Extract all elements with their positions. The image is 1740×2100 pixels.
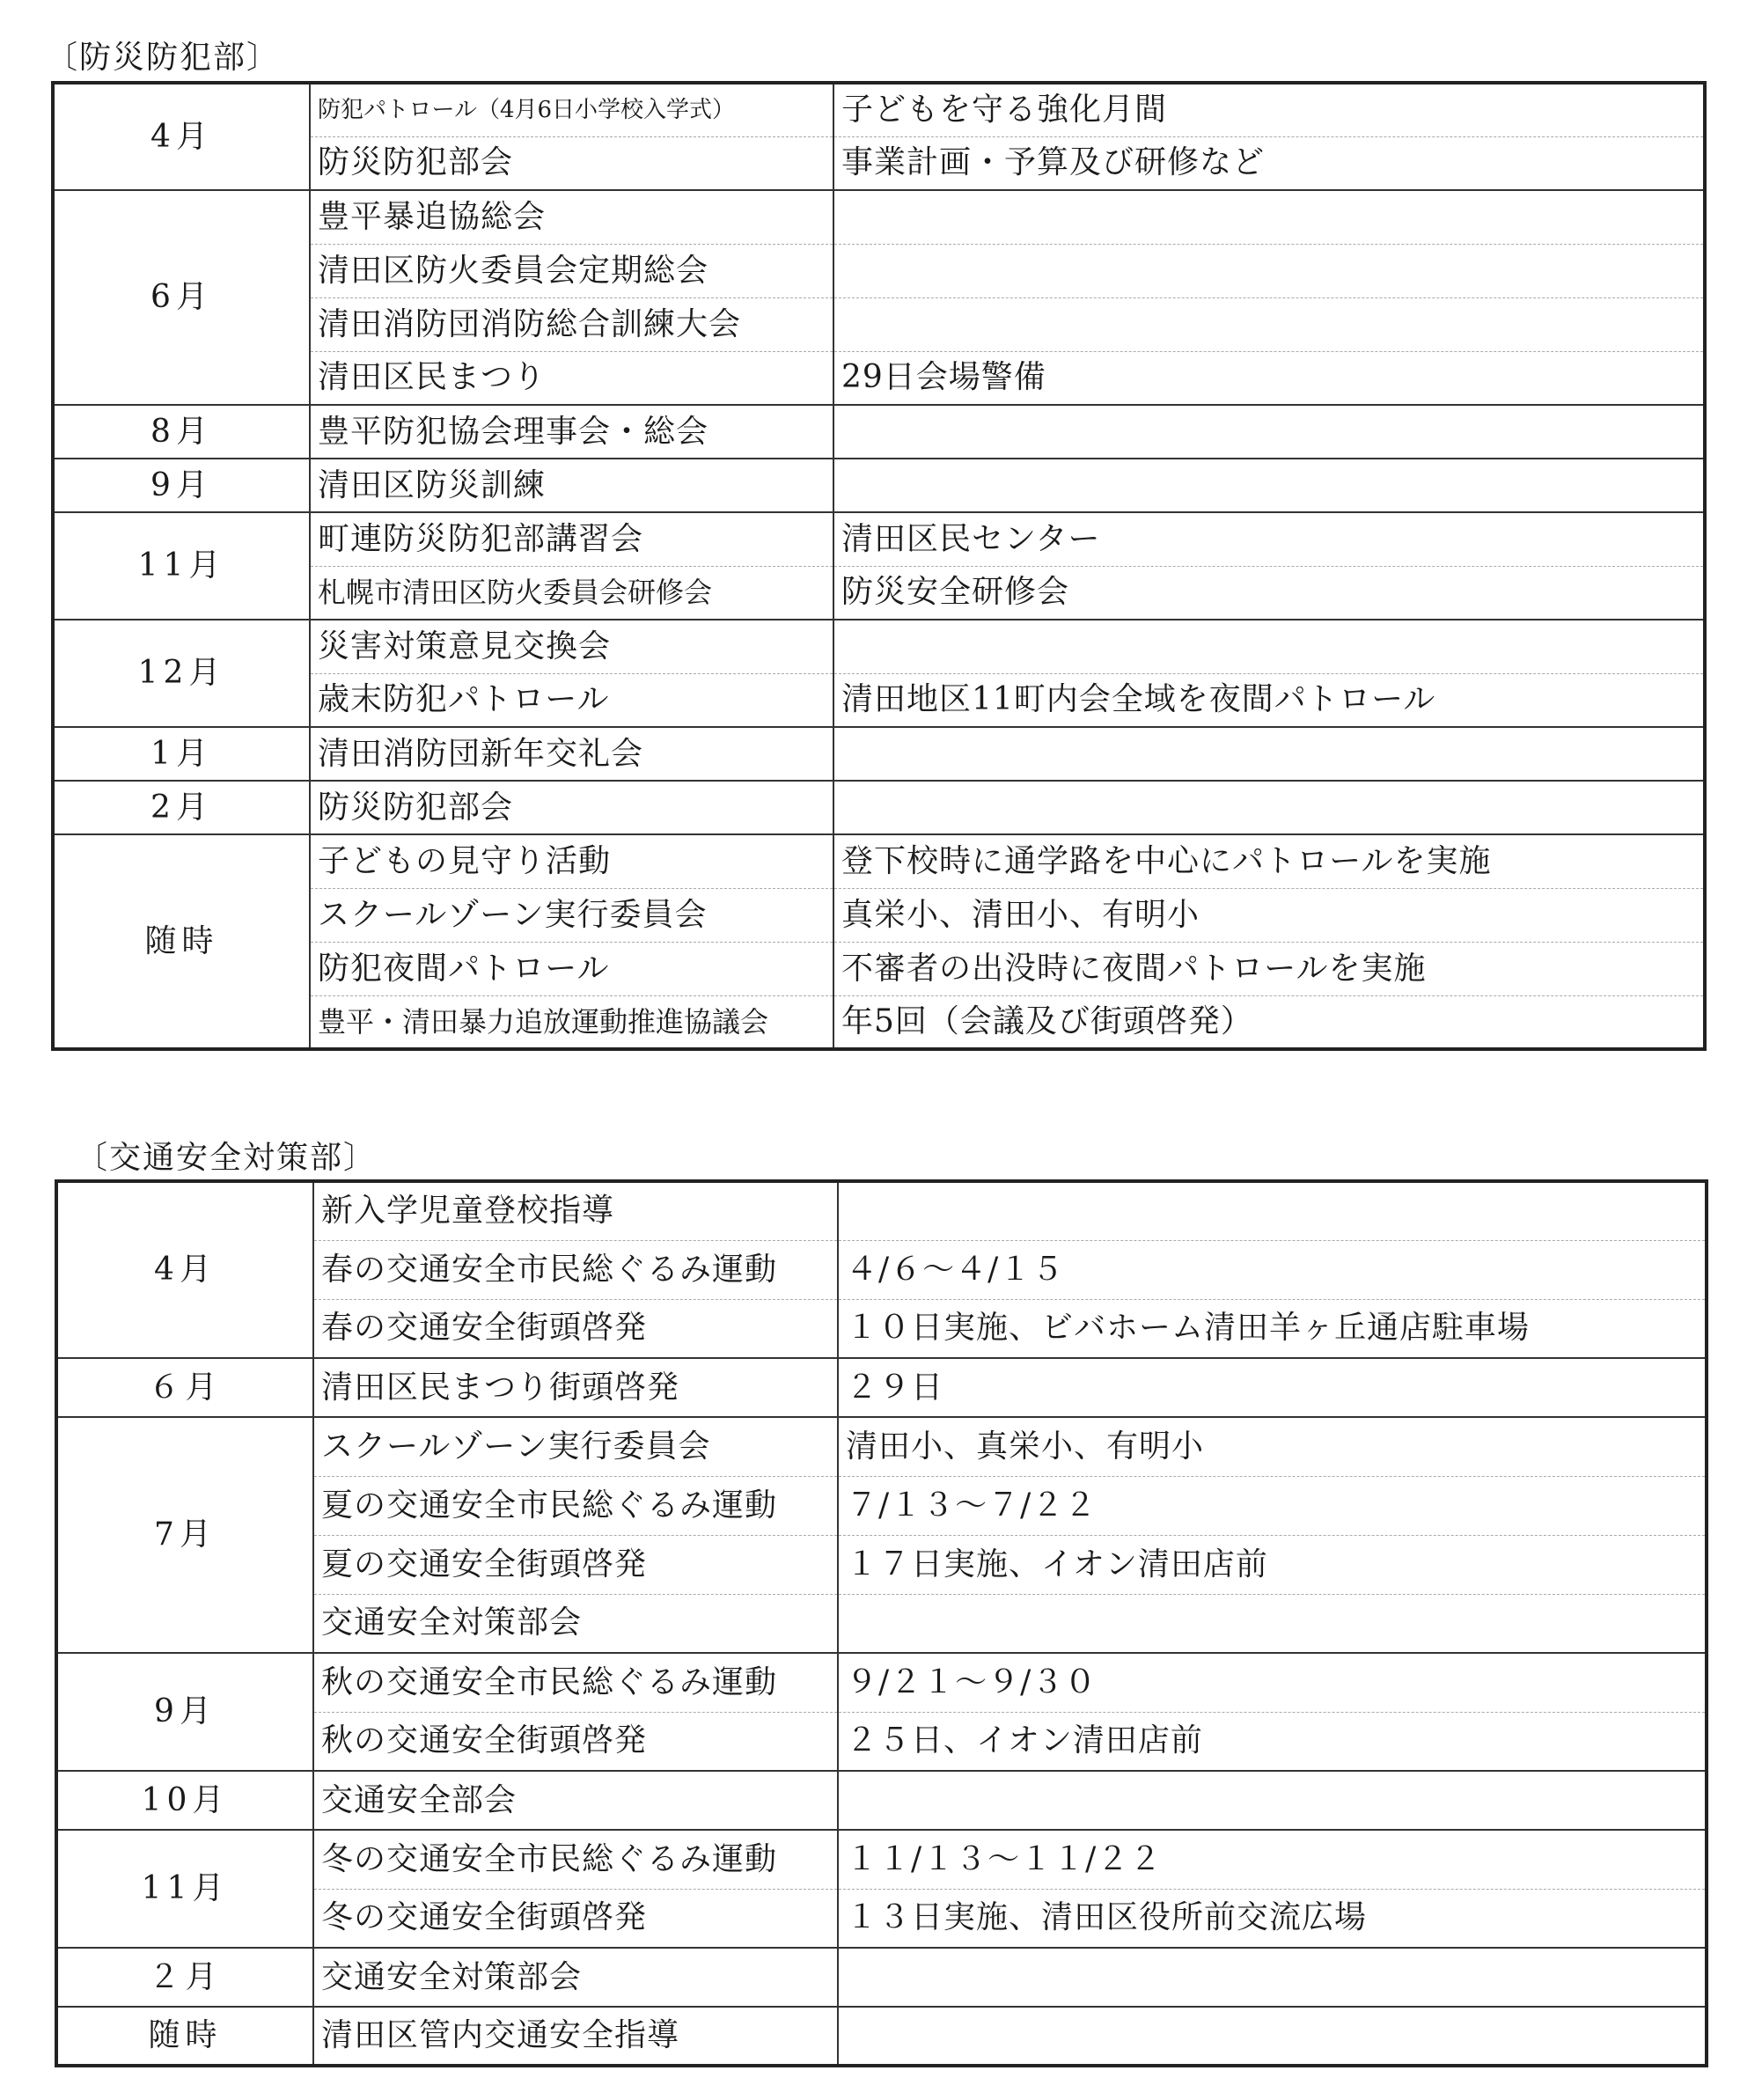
note-cell <box>833 781 1705 834</box>
note-cell <box>838 1181 1707 1240</box>
note-cell: 清田区民センター <box>833 512 1705 566</box>
note-cell <box>833 297 1705 351</box>
event-cell: 防犯パトロール（4月6日小学校入学式） <box>310 83 833 136</box>
event-cell: 秋の交通安全街頭啓発 <box>313 1712 838 1771</box>
event-cell: 防災防犯部会 <box>310 781 833 834</box>
table-row <box>56 1771 1707 1830</box>
month-cell: 9月 <box>56 1653 313 1771</box>
event-cell: 清田消防団消防総合訓練大会 <box>310 297 833 351</box>
note-cell: ９/２１～９/３０ <box>838 1653 1707 1712</box>
note-cell: １３日実施、清田区役所前交流広場 <box>838 1889 1707 1948</box>
event-cell: 歳末防犯パトロール <box>310 673 833 727</box>
event-cell: 冬の交通安全市民総ぐるみ運動 <box>313 1830 838 1889</box>
month-cell: 10月 <box>56 1771 313 1830</box>
event-cell: 交通安全対策部会 <box>313 1948 838 2007</box>
event-cell: 札幌市清田区防火委員会研修会 <box>310 566 833 620</box>
table-row <box>56 1358 1707 1417</box>
month-cell: 随時 <box>56 2007 313 2066</box>
note-cell: 防災安全研修会 <box>833 566 1705 620</box>
note-cell: １１/１３～１１/２２ <box>838 1830 1707 1889</box>
table-row <box>53 459 1705 512</box>
note-cell: 登下校時に通学路を中心にパトロールを実施 <box>833 834 1705 888</box>
event-cell: 春の交通安全市民総ぐるみ運動 <box>313 1240 838 1299</box>
table-row <box>53 83 1705 136</box>
note-cell: 29日会場警備 <box>833 351 1705 405</box>
table-row <box>56 1948 1707 2007</box>
event-cell: 防災防犯部会 <box>310 136 833 190</box>
month-cell: 随時 <box>53 834 310 1049</box>
month-cell: ２月 <box>56 1948 313 2007</box>
event-cell: 清田消防団新年交礼会 <box>310 727 833 781</box>
schedule-table-koutsu <box>55 1179 1708 2067</box>
event-cell: スクールゾーン実行委員会 <box>313 1417 838 1476</box>
note-cell <box>833 727 1705 781</box>
table-row <box>53 834 1705 888</box>
event-cell: 豊平防犯協会理事会・総会 <box>310 405 833 459</box>
schedule-body <box>53 83 1705 1049</box>
event-cell: 豊平・清田暴力追放運動推進協議会 <box>310 995 833 1049</box>
event-cell: 交通安全部会 <box>313 1771 838 1830</box>
event-cell: 子どもの見守り活動 <box>310 834 833 888</box>
month-cell: 4月 <box>56 1181 313 1358</box>
note-cell: ４/６～４/１５ <box>838 1240 1707 1299</box>
table-row <box>56 1417 1707 1476</box>
schedule-body <box>56 1181 1707 2066</box>
table-row <box>53 512 1705 566</box>
note-cell: 不審者の出没時に夜間パトロールを実施 <box>833 942 1705 995</box>
note-cell <box>833 620 1705 673</box>
event-cell: 交通安全対策部会 <box>313 1594 838 1653</box>
table-row <box>56 1181 1707 1240</box>
month-cell: 6月 <box>53 190 310 405</box>
note-cell: ７/１３～７/２２ <box>838 1476 1707 1535</box>
table-row <box>56 2007 1707 2066</box>
event-cell: 町連防災防犯部講習会 <box>310 512 833 566</box>
month-cell: 8月 <box>53 405 310 459</box>
table-row <box>53 781 1705 834</box>
note-cell: 年5回（会議及び街頭啓発） <box>833 995 1705 1049</box>
event-cell: スクールゾーン実行委員会 <box>310 888 833 942</box>
note-cell <box>838 1948 1707 2007</box>
schedule-table-bousai <box>51 81 1707 1051</box>
event-cell: 清田区管内交通安全指導 <box>313 2007 838 2066</box>
event-cell: 夏の交通安全街頭啓発 <box>313 1535 838 1594</box>
note-cell: １０日実施、ビバホーム清田羊ヶ丘通店駐車場 <box>838 1299 1707 1358</box>
event-cell: 清田区民まつり街頭啓発 <box>313 1358 838 1417</box>
table-row <box>53 190 1705 244</box>
event-cell: 防犯夜間パトロール <box>310 942 833 995</box>
table-row <box>53 620 1705 673</box>
note-cell <box>838 1771 1707 1830</box>
section-title-bousai: 〔防災防犯部〕 <box>46 40 281 76</box>
event-cell: 夏の交通安全市民総ぐるみ運動 <box>313 1476 838 1535</box>
note-cell <box>833 405 1705 459</box>
note-cell <box>838 2007 1707 2066</box>
section-title-koutsu: 〔交通安全対策部〕 <box>76 1140 378 1176</box>
event-cell: 清田区民まつり <box>310 351 833 405</box>
note-cell: ２５日、イオン清田店前 <box>838 1712 1707 1771</box>
note-cell: １７日実施、イオン清田店前 <box>838 1535 1707 1594</box>
note-cell <box>838 1594 1707 1653</box>
note-cell: 清田小、真栄小、有明小 <box>838 1417 1707 1476</box>
event-cell: 災害対策意見交換会 <box>310 620 833 673</box>
event-cell: 秋の交通安全市民総ぐるみ運動 <box>313 1653 838 1712</box>
table-row <box>56 1653 1707 1712</box>
note-cell: ２９日 <box>838 1358 1707 1417</box>
month-cell: 11月 <box>56 1830 313 1948</box>
note-cell <box>833 459 1705 512</box>
event-cell: 清田区防災訓練 <box>310 459 833 512</box>
note-cell: 事業計画・予算及び研修など <box>833 136 1705 190</box>
note-cell <box>833 190 1705 244</box>
table-row <box>53 405 1705 459</box>
event-cell: 豊平暴追協総会 <box>310 190 833 244</box>
month-cell: 9月 <box>53 459 310 512</box>
month-cell: 4月 <box>53 83 310 190</box>
month-cell: 1月 <box>53 727 310 781</box>
month-cell: 11月 <box>53 512 310 620</box>
month-cell: ６月 <box>56 1358 313 1417</box>
note-cell: 子どもを守る強化月間 <box>833 83 1705 136</box>
event-cell: 新入学児童登校指導 <box>313 1181 838 1240</box>
event-cell: 清田区防火委員会定期総会 <box>310 244 833 297</box>
note-cell: 清田地区11町内会全域を夜間パトロール <box>833 673 1705 727</box>
event-cell: 冬の交通安全街頭啓発 <box>313 1889 838 1948</box>
month-cell: 7月 <box>56 1417 313 1653</box>
note-cell: 真栄小、清田小、有明小 <box>833 888 1705 942</box>
note-cell <box>833 244 1705 297</box>
event-cell: 春の交通安全街頭啓発 <box>313 1299 838 1358</box>
month-cell: 12月 <box>53 620 310 727</box>
table-row <box>53 727 1705 781</box>
table-row <box>56 1830 1707 1889</box>
month-cell: 2月 <box>53 781 310 834</box>
